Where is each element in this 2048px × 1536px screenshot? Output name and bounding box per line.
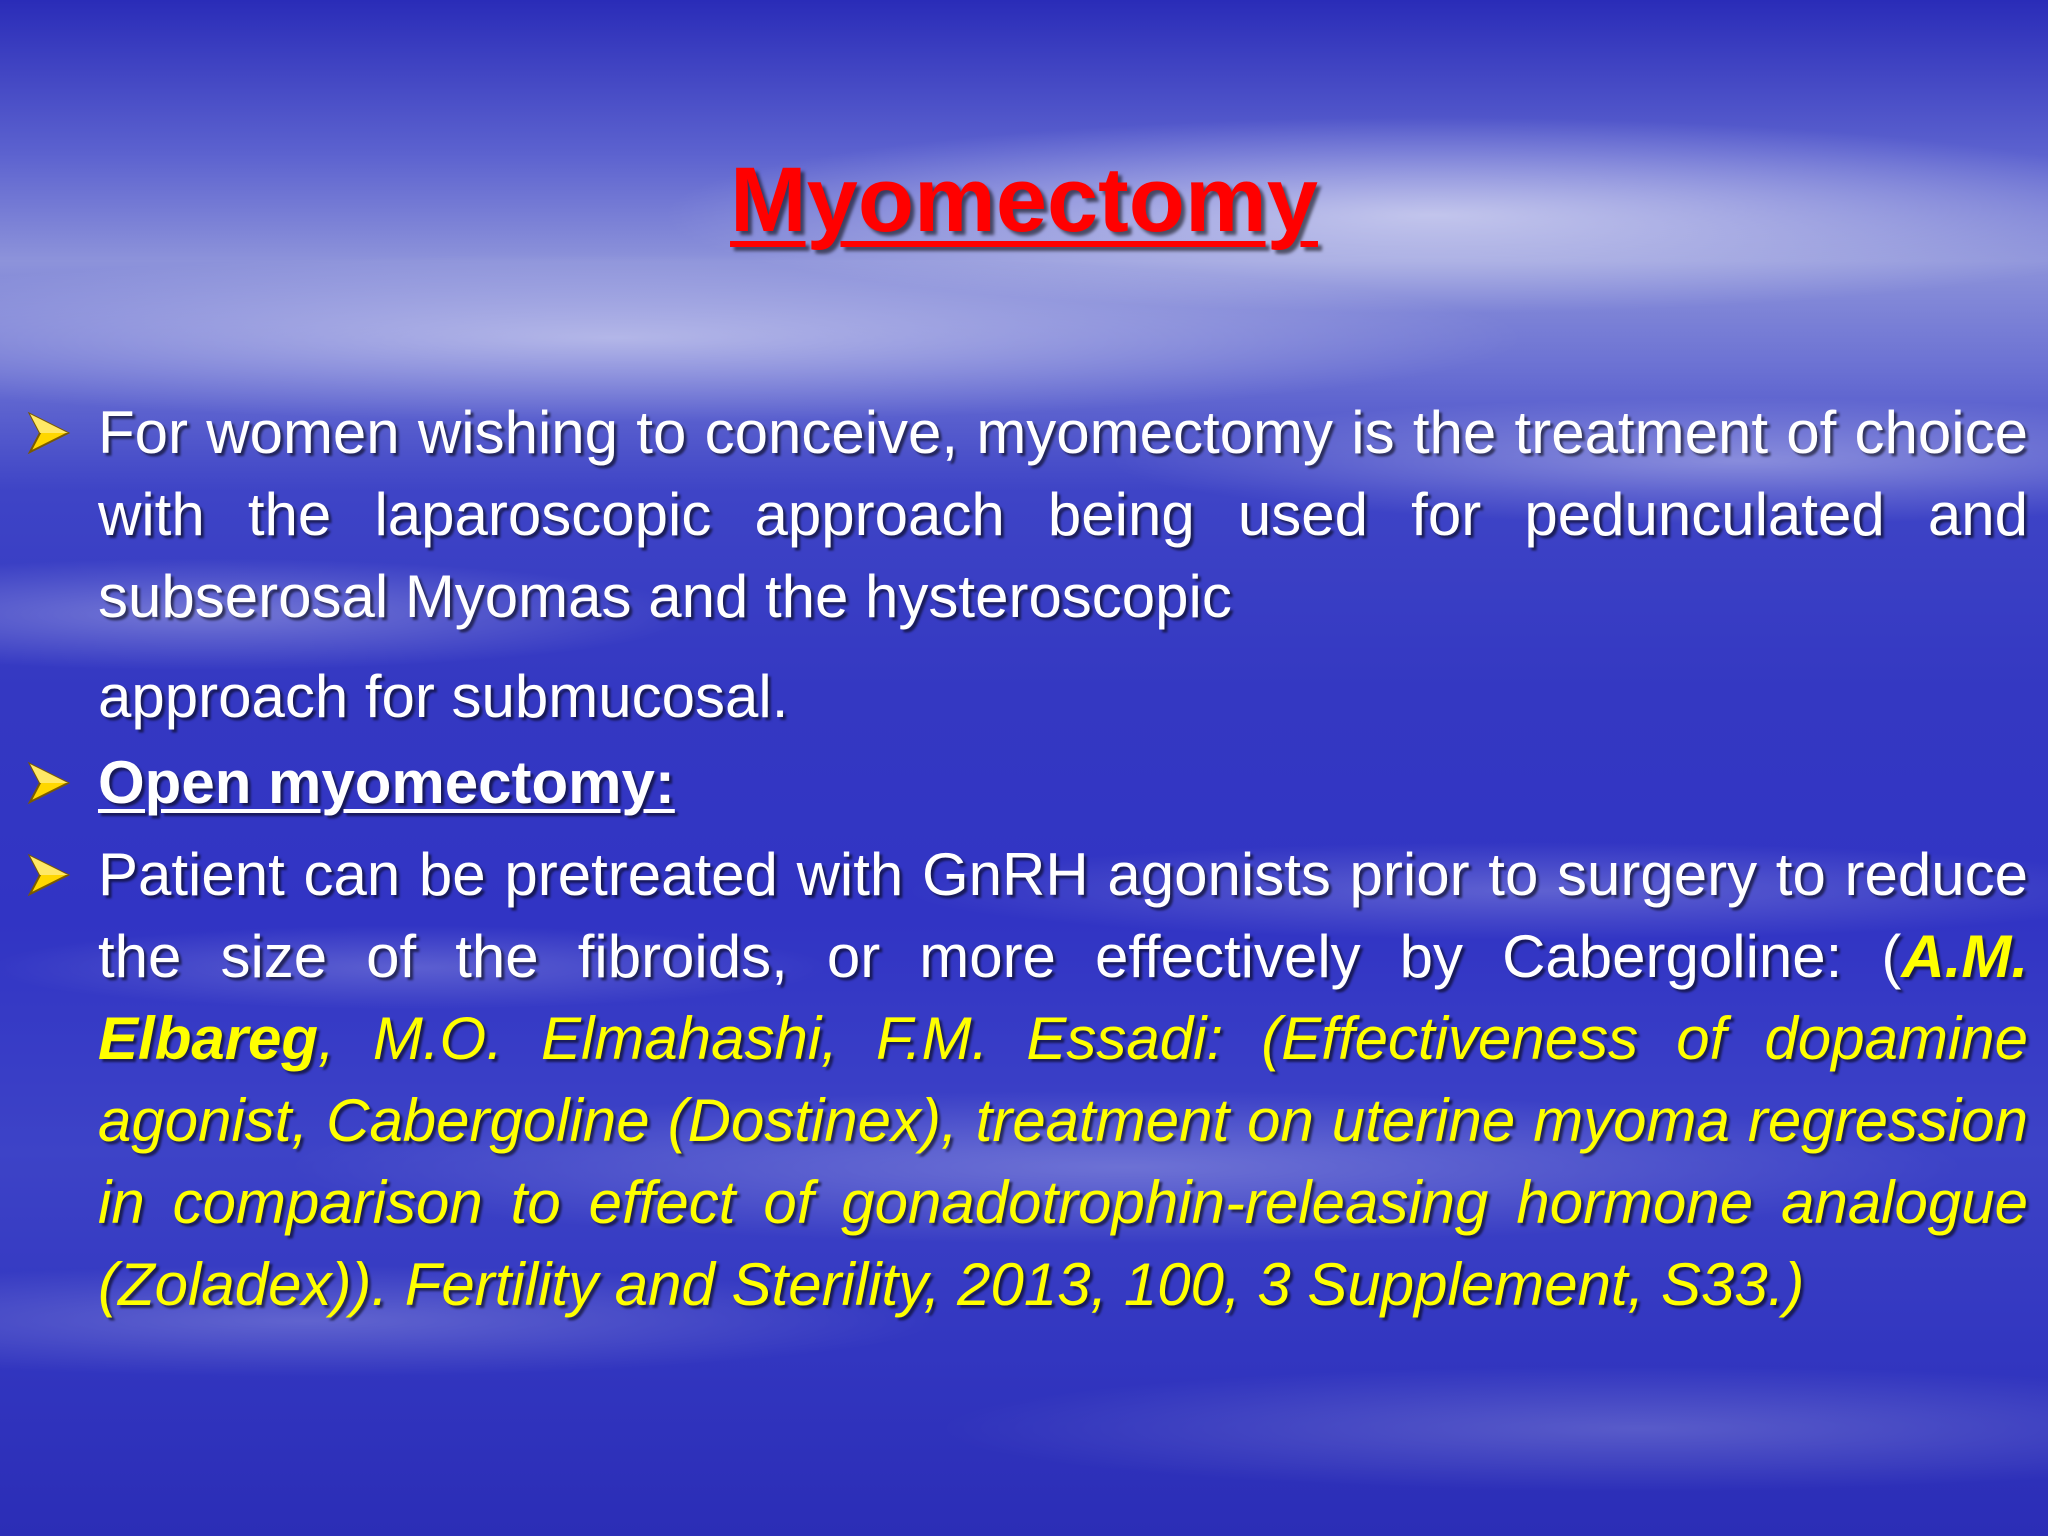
bullet-item-pretreatment	[0, 834, 2048, 1326]
bullet-heading: Open myomectomy:	[98, 749, 675, 816]
bullet-text-continued: approach for submucosal.	[98, 663, 789, 730]
slide-title: Myomectomy	[730, 149, 1318, 251]
bullet-item-open-myomectomy	[0, 742, 2048, 824]
bullet-item-conceive	[0, 392, 2048, 738]
arrow-bullet-icon	[26, 410, 72, 456]
bullet-text: Patient can be pretreated with GnRH agonists prior to surgery to reduce the size of the fibroids, or more effectively by Cabergoline: (	[98, 841, 2028, 990]
slide-content	[0, 392, 2048, 1326]
bullet-text: For women wishing to conceive, myomectomy is the treatment of choice with the laparoscopic approach being used for pedunculated and subserosal Myomas and the hysteroscopic	[98, 399, 2028, 630]
reference-citation: , M.O. Elmahashi, F.M. Essadi: (Effectiveness of dopamine agonist, Cabergoline (Dostinex), treatment on uterine myoma regression in comparison to effect of gonadotrophin-releasing hormone analogue (Zoladex)). Fertility and Sterility, 2013, 100, 3 Supplement, S33.)	[98, 1005, 2028, 1318]
arrow-bullet-icon	[26, 760, 72, 806]
reference-authors: A.M. Elbareg	[98, 923, 2028, 1072]
arrow-bullet-icon	[26, 852, 72, 898]
